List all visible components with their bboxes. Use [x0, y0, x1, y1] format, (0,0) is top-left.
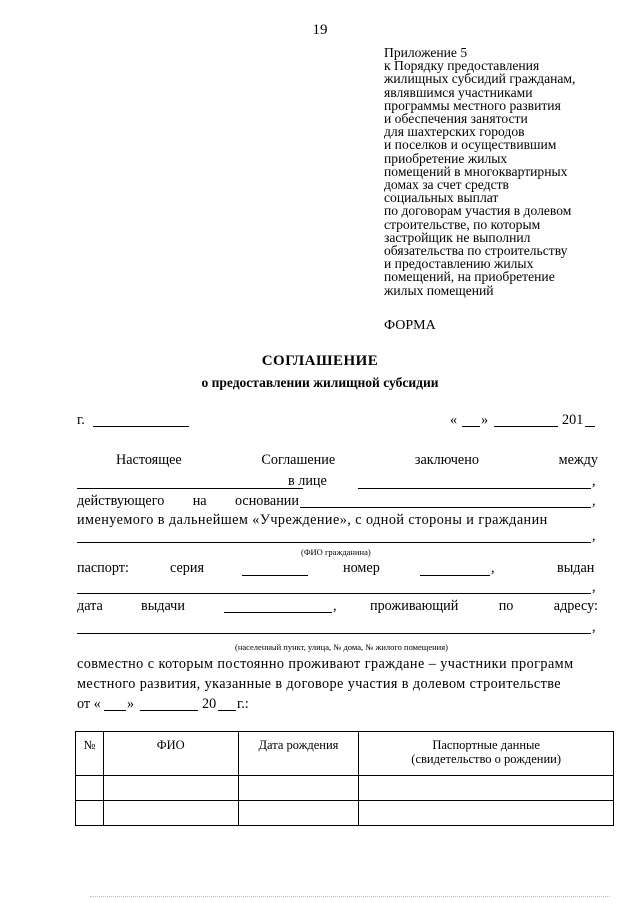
- city-field[interactable]: [93, 426, 189, 427]
- fio-caption: (ФИО гражданина): [301, 547, 371, 557]
- annex-line: и предоставлению жилых: [384, 256, 534, 272]
- page-bottom-rule: [90, 896, 610, 897]
- word: на: [192, 493, 207, 509]
- acting-basis-line: [77, 493, 299, 510]
- contract-year-prefix: 20: [202, 696, 217, 712]
- members-table: [75, 731, 614, 826]
- passport-number-field[interactable]: [420, 575, 490, 576]
- annex-line: являвшимся участниками: [384, 84, 533, 100]
- table-cell[interactable]: [76, 801, 104, 826]
- annex-line: приобретение жилых: [384, 150, 508, 166]
- issued-by-field[interactable]: [77, 593, 591, 594]
- date-open-quote: «: [450, 412, 458, 428]
- header-number: №: [76, 732, 104, 776]
- contract-day-field[interactable]: [104, 710, 126, 711]
- agreement-intro-line: [116, 452, 598, 469]
- document-subtitle: о предоставлении жилищной субсидии: [201, 375, 439, 390]
- table-cell[interactable]: [76, 776, 104, 801]
- residing-address-line: [370, 598, 598, 615]
- program-line: местного развития, указанные в договоре участия в долевом строительстве: [77, 676, 562, 692]
- comma: ,: [491, 560, 495, 576]
- table-header-row: [76, 732, 614, 776]
- word: Соглашение: [261, 452, 336, 468]
- annex-line: помещений в многоквартирных: [384, 163, 568, 179]
- comma: ,: [333, 598, 337, 614]
- annex-line: к Порядку предоставления: [384, 58, 540, 74]
- date-close-quote: »: [481, 412, 489, 428]
- referred-as-line: именуемого в дальнейшем «Учреждение», с одной стороны и гражданин: [77, 512, 548, 528]
- issue-word: выдачи: [141, 598, 185, 614]
- table-cell[interactable]: [359, 801, 614, 826]
- word: между: [558, 452, 598, 468]
- word: заключено: [414, 452, 479, 468]
- word: проживающий: [370, 598, 459, 614]
- annex-line: застройщик не выполнил: [384, 229, 531, 245]
- table-row: [76, 801, 614, 826]
- annex-line: социальных выплат: [384, 190, 499, 206]
- contract-year-suffix: г.:: [237, 696, 249, 712]
- date-word: дата: [77, 598, 103, 614]
- cohabitants-line: совместно с которым постоянно проживают граждане – участники программ: [77, 656, 574, 672]
- annex-line: и поселков и осуществившим: [384, 137, 557, 153]
- series-label: серия: [170, 560, 204, 576]
- annex-line: строительстве, по которым: [384, 216, 541, 232]
- table-cell[interactable]: [359, 776, 614, 801]
- address-caption: (населенный пункт, улица, № дома, № жилого помещения): [235, 642, 448, 652]
- table-cell[interactable]: [103, 801, 238, 826]
- comma: ,: [592, 493, 596, 509]
- word: основании: [234, 493, 299, 509]
- contract-from-label: от «: [77, 696, 101, 712]
- contract-year-field[interactable]: [218, 710, 236, 711]
- day-field[interactable]: [462, 426, 480, 427]
- word: адресу:: [553, 598, 598, 614]
- year-prefix: 201: [562, 412, 584, 428]
- comma: ,: [592, 579, 596, 595]
- header-birth-date: Дата рождения: [238, 732, 359, 776]
- comma: ,: [592, 473, 596, 489]
- annex-line: по договорам участия в долевом: [384, 203, 572, 219]
- number-label: номер: [343, 560, 380, 576]
- document-title: СОГЛАШЕНИЕ: [261, 353, 379, 369]
- table-row: [76, 776, 614, 801]
- table-cell[interactable]: [238, 776, 359, 801]
- form-label: ФОРМА: [384, 318, 436, 333]
- header-passport-data: Паспортные данные (свидетельство о рождении): [359, 732, 614, 776]
- passport-series-field[interactable]: [242, 575, 308, 576]
- issued-label: выдан: [557, 560, 595, 576]
- basis-document-field[interactable]: [300, 507, 591, 508]
- annex-line: программы местного развития: [384, 97, 561, 113]
- city-prefix: г.: [77, 412, 85, 428]
- annex-line: помещений, на приобретение: [384, 269, 555, 285]
- in-person-label: в лице: [288, 473, 327, 489]
- contract-month-field[interactable]: [140, 710, 198, 711]
- month-field[interactable]: [494, 426, 558, 427]
- citizen-name-field[interactable]: [77, 542, 591, 543]
- year-field[interactable]: [585, 426, 595, 427]
- annex-line: для шахтерских городов: [384, 124, 525, 140]
- representative-field[interactable]: [358, 488, 591, 489]
- annex-line: домах за счет средств: [384, 177, 509, 193]
- passport-label: паспорт:: [77, 560, 129, 576]
- word: действующего: [77, 493, 165, 509]
- issue-date-field[interactable]: [224, 612, 332, 613]
- word: по: [498, 598, 514, 614]
- annex-block: [384, 46, 634, 297]
- annex-line: Приложение 5: [384, 45, 468, 60]
- annex-line: обязательства по строительству: [384, 243, 568, 259]
- annex-line: и обеспечения занятости: [384, 111, 528, 127]
- comma: ,: [592, 528, 596, 544]
- contract-close-quote: »: [127, 696, 135, 712]
- table-cell[interactable]: [103, 776, 238, 801]
- comma: ,: [592, 619, 596, 635]
- institution-name-field[interactable]: [77, 488, 303, 489]
- word: Настоящее: [116, 452, 182, 468]
- annex-line: жилых помещений: [384, 282, 494, 298]
- table-cell[interactable]: [238, 801, 359, 826]
- page-number: 19: [312, 22, 328, 38]
- annex-line: жилищных субсидий гражданам,: [384, 71, 576, 87]
- header-fio: ФИО: [103, 732, 238, 776]
- address-field[interactable]: [77, 633, 591, 634]
